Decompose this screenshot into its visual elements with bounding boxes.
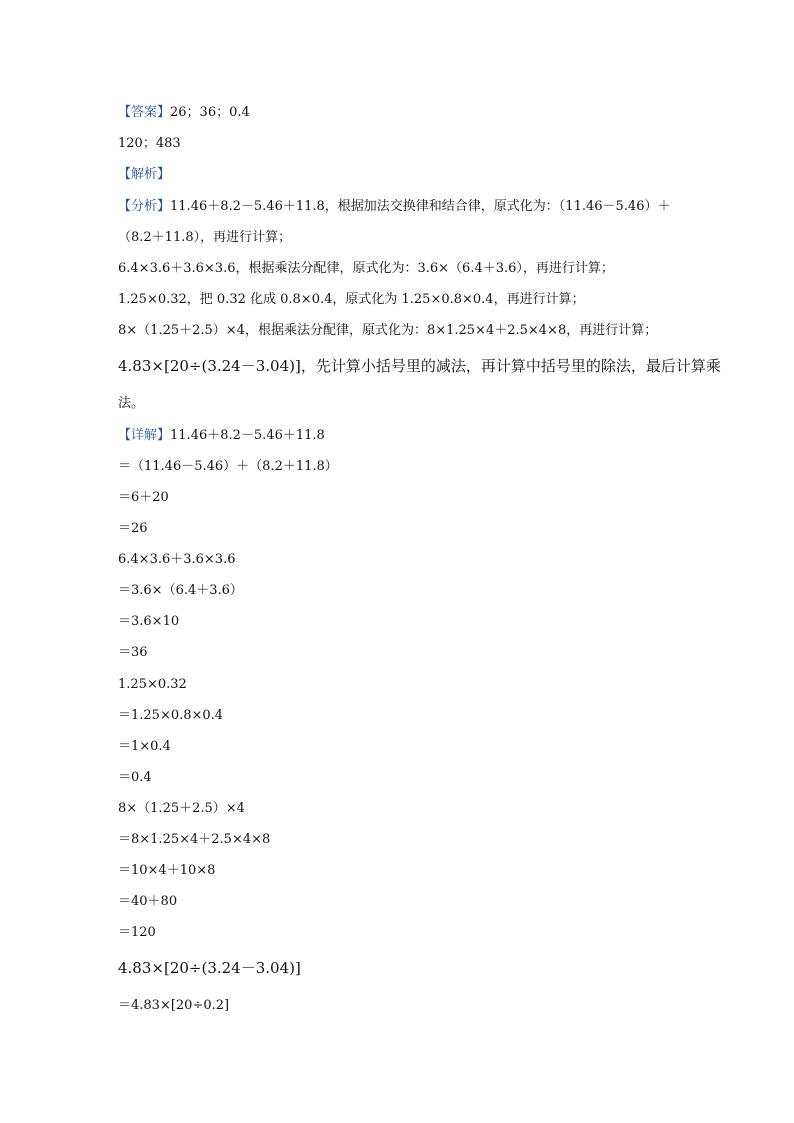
answer-values-1: 26；36；0.4 (170, 105, 250, 120)
detail-step: 6.4×3.6＋3.6×3.6 (118, 552, 236, 567)
detail-step: 8×（1.25＋2.5）×4 (118, 801, 245, 816)
detail-step: ＝3.6×（6.4＋3.6） (118, 583, 243, 598)
detail-step: ＝4.83×[20÷0.2] (118, 998, 230, 1013)
analysis-paragraph-5b: 法。 (118, 396, 145, 411)
detail-step: ＝10×4＋10×8 (118, 863, 216, 878)
detail-first-line (118, 426, 325, 446)
detail-step: ＝1×0.4 (118, 739, 171, 754)
analysis-paragraph-1b: （8.2＋11.8），再进行计算； (118, 230, 292, 245)
detail-step: ＝1.25×0.8×0.4 (118, 708, 224, 723)
detail-step: ＝26 (118, 521, 148, 536)
detail-step: ＝3.6×10 (118, 614, 180, 629)
answer-line-1 (118, 103, 250, 123)
detail-step: ＝120 (118, 925, 156, 940)
detail-label: 【详解】 (118, 428, 171, 443)
analysis-text-1a: 11.46＋8.2－5.46＋11.8，根据加法交换律和结合律，原式化为：（11.46－5.46）＋ (170, 199, 671, 214)
detail-step: ＝6＋20 (118, 490, 169, 505)
answer-line-2: 120；483 (118, 136, 181, 151)
answer-label: 【答案】 (118, 105, 171, 120)
analysis-heading: 【解析】 (118, 167, 171, 182)
analysis-paragraph-4: 8×（1.25＋2.5）×4，根据乘法分配律，原式化为：8×1.25×4＋2.5×4×8，再进行计算； (118, 323, 658, 338)
analysis-label: 【分析】 (118, 199, 171, 214)
analysis-paragraph-5a: 4.83×[20÷(3.24－3.04)]，先计算小括号里的减法，再计算中括号里的除法，最后计算乘 (118, 357, 721, 375)
detail-step: ＝40＋80 (118, 894, 178, 909)
detail-step: ＝8×1.25×4＋2.5×4×8 (118, 832, 271, 847)
detail-step: 4.83×[20÷(3.24－3.04)] (118, 959, 301, 977)
analysis-paragraph-1a (118, 197, 670, 217)
detail-first-expression: 11.46＋8.2－5.46＋11.8 (170, 428, 325, 443)
detail-step: 1.25×0.32 (118, 677, 187, 692)
detail-step: ＝（11.46－5.46）＋（8.2＋11.8） (118, 459, 338, 474)
analysis-paragraph-2: 6.4×3.6＋3.6×3.6，根据乘法分配律，原式化为：3.6×（6.4＋3.6），再进行计算； (118, 261, 614, 276)
analysis-paragraph-3: 1.25×0.32，把 0.32 化成 0.8×0.4，原式化为 1.25×0.8×0.4，再进行计算； (118, 292, 585, 307)
detail-step: ＝0.4 (118, 770, 152, 785)
detail-step: ＝36 (118, 645, 148, 660)
